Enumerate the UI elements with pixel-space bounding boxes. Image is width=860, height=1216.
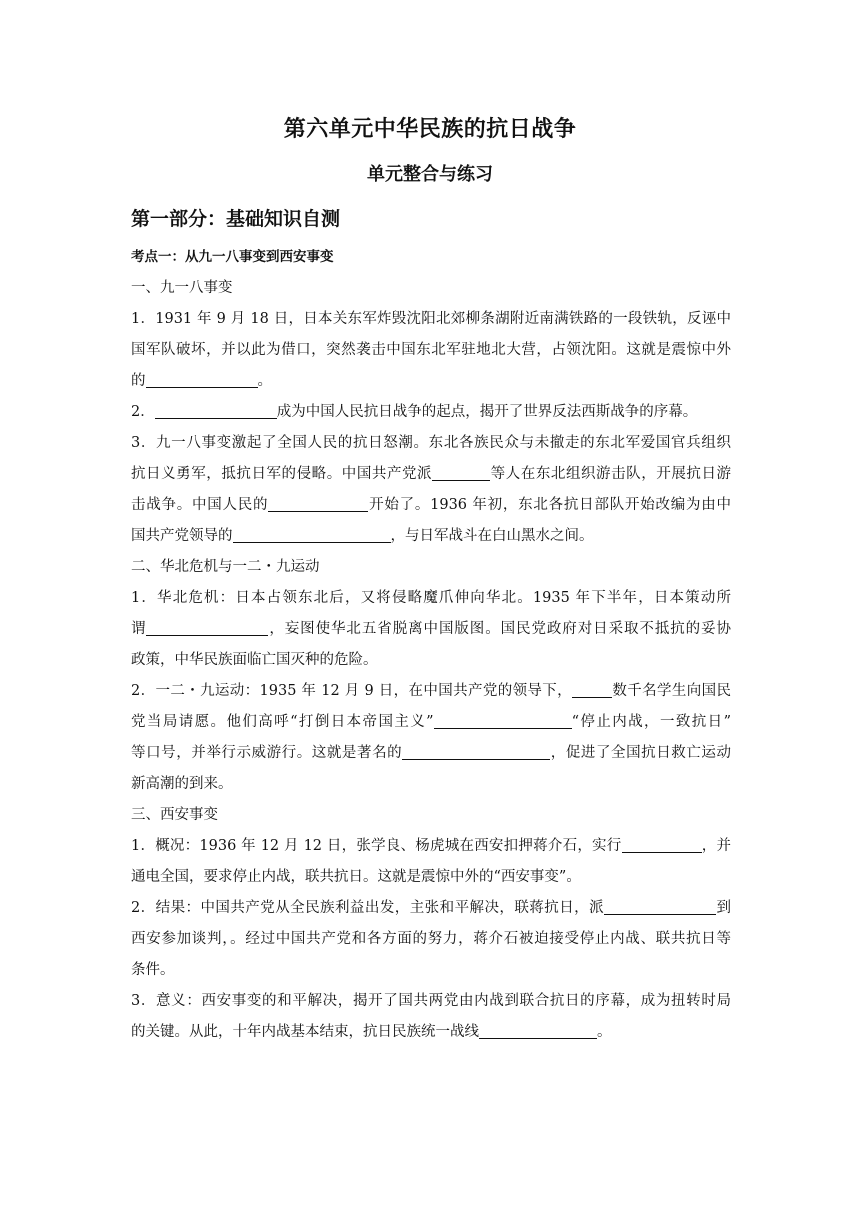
paragraph-line (131, 831, 731, 862)
text: ，妄图使华北五省脱离中国版图。国民党政府对日采取不抵抗的妥协 (268, 621, 731, 637)
fill-blank[interactable] (479, 1021, 597, 1039)
paragraph-line: 1．华北危机：日本占领东北后，又将侵略魔爪伸向华北。1935 年下半年，日本策动所 (131, 590, 731, 606)
text: 数千名学生向国民 (612, 683, 731, 699)
text: 。 (597, 1024, 612, 1040)
paragraph-line (131, 521, 731, 552)
paragraph-line (131, 1017, 731, 1048)
text: 击战争。中国人民的 (131, 497, 269, 513)
fill-blank[interactable] (233, 525, 391, 543)
paragraph-line (131, 366, 731, 397)
text: 1．概况：1936 年 12 月 12 日，张学良、杨虎城在西安扣押蒋介石，实行 (131, 838, 622, 854)
paragraph-line: 通电全国，要求停止内战，联共抗日。这就是震惊中外的“西安事变”。 (131, 869, 581, 885)
text: 。 (257, 373, 272, 389)
paragraph-line: 西安参加谈判，。经过中国共产党和各方面的努力，蒋介石被迫接受停止内战、联共抗日等 (131, 931, 731, 947)
fill-blank[interactable] (402, 742, 550, 760)
text: 2．结果：中国共产党从全民族利益出发，主张和平解决，联蒋抗日，派 (131, 900, 605, 916)
text: 等人在东北组织游击队，开展抗日游 (490, 466, 731, 482)
document-body (131, 242, 731, 1048)
paragraph-line: 政策，中华民族面临亡国灭种的危险。 (131, 652, 378, 668)
paragraph-line: 3．意义：西安事变的和平解决，揭开了国共两党由内战到联合抗日的序幕，成为扭转时局 (131, 993, 731, 1009)
paragraph-line: 国军队破坏，并以此为借口，突然袭击中国东北军驻地北大营，占领沈阳。这就是震惊中外 (131, 342, 731, 358)
paragraph-line: 1．1931 年 9 月 18 日，日本关东军炸毁沈阳北郊柳条湖附近南满铁路的一段铁轨，反诬中 (131, 311, 731, 327)
paragraph-line (131, 893, 731, 924)
fill-blank[interactable] (432, 463, 490, 481)
text: 抗日义勇军，抵抗日军的侵略。中国共产党派 (131, 466, 433, 482)
section-heading-2: 二、华北危机与一二・九运动 (131, 559, 320, 575)
section-heading-1: 一、九一八事变 (131, 280, 233, 296)
text: 2．一二・九运动：1935 年 12 月 9 日，在中国共产党的领导下， (131, 683, 573, 699)
paragraph-line (131, 397, 731, 428)
text: ，与日军战斗在白山黑水之间。 (390, 528, 594, 544)
paragraph-line (131, 738, 731, 769)
page-title: 第六单元中华民族的抗日战争 (283, 117, 577, 142)
paragraph-line: 新高潮的到来。 (131, 776, 233, 792)
text: 的关键。从此，十年内战基本结束，抗日民族统一战线 (131, 1024, 479, 1040)
text: 开始了。1936 年初，东北各抗日部队开始改编为由中 (368, 497, 732, 513)
text: ，促进了全国抗日救亡运动 (550, 745, 732, 761)
paragraph-line: 3．九一八事变激起了全国人民的抗日怒潮。东北各族民众与未撤走的东北军爱国官兵组织 (131, 435, 731, 451)
paragraph-line (131, 490, 731, 521)
fill-blank[interactable] (604, 897, 716, 915)
part-heading: 第一部分：基础知识自测 (131, 208, 341, 230)
text: 谓 (131, 621, 147, 637)
fill-blank[interactable] (622, 835, 702, 853)
text: 2． (131, 404, 155, 420)
fill-blank[interactable] (146, 618, 268, 636)
paragraph-line (131, 676, 731, 707)
fill-blank[interactable] (146, 370, 258, 388)
exam-point-heading: 考点一：从九一八事变到西安事变 (131, 249, 334, 265)
text: 国共产党领导的 (131, 528, 233, 544)
text: “停止内战，一致抗日” (571, 714, 732, 730)
text: 成为中国人民抗日战争的起点，揭开了世界反法西斯战争的序幕。 (276, 404, 698, 420)
text: ，并 (701, 838, 731, 854)
paragraph-line (131, 614, 731, 645)
text: 党当局请愿。他们高呼“打倒日本帝国主义” (131, 714, 434, 730)
paragraph-line (131, 707, 731, 738)
fill-blank[interactable] (572, 680, 612, 698)
text: 的 (131, 373, 146, 389)
fill-blank[interactable] (268, 494, 368, 512)
paragraph-line: 条件。 (131, 962, 175, 978)
fill-blank[interactable] (155, 401, 277, 419)
text: 到 (716, 900, 731, 916)
page-subtitle: 单元整合与练习 (367, 164, 493, 185)
text: 等口号，并举行示威游行。这就是著名的 (131, 745, 403, 761)
paragraph-line (131, 459, 731, 490)
section-heading-3: 三、西安事变 (131, 807, 218, 823)
fill-blank[interactable] (434, 711, 572, 729)
